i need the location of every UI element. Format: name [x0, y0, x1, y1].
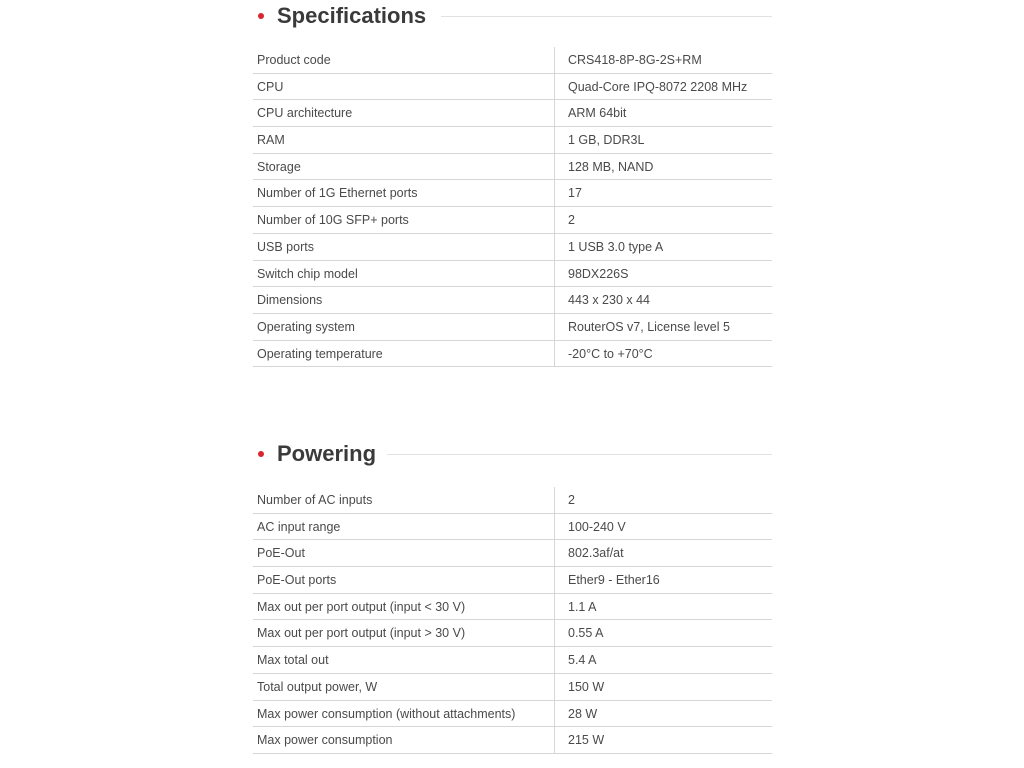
table-row: [253, 647, 772, 674]
spec-value: 28 W: [568, 706, 598, 721]
specifications-table: [253, 47, 772, 367]
spec-label: Storage: [253, 154, 555, 180]
powering-section: [253, 438, 772, 748]
spec-label: PoE-Out: [253, 540, 555, 566]
spec-label: Operating temperature: [253, 341, 555, 367]
spec-value: ARM 64bit: [568, 106, 627, 121]
spec-value: 2: [568, 213, 575, 228]
spec-value: -20°C to +70°C: [568, 346, 653, 361]
table-row: [253, 234, 772, 261]
table-row: [253, 314, 772, 341]
table-row: [253, 594, 772, 621]
table-row: [253, 74, 772, 101]
specifications-header: [253, 0, 772, 32]
spec-value: Quad-Core IPQ-8072 2208 MHz: [568, 79, 748, 94]
table-row: [253, 701, 772, 728]
table-row: [253, 154, 772, 181]
table-row: [253, 47, 772, 74]
spec-label: Max power consumption: [253, 727, 555, 753]
spec-label: Max total out: [253, 647, 555, 673]
spec-label: Product code: [253, 47, 555, 73]
spec-label: Max power consumption (without attachments): [253, 701, 555, 727]
spec-label: Dimensions: [253, 287, 555, 313]
spec-label: Total output power, W: [253, 674, 555, 700]
spec-value: 2: [568, 493, 575, 507]
powering-header: [253, 438, 772, 470]
table-row: [253, 207, 772, 234]
spec-value: 1 GB, DDR3L: [568, 133, 645, 148]
spec-label: CPU architecture: [253, 100, 555, 126]
specifications-section: [253, 0, 772, 361]
spec-label: Switch chip model: [253, 261, 555, 287]
table-row: [253, 727, 772, 754]
table-row: [253, 100, 772, 127]
spec-label: Number of AC inputs: [253, 487, 555, 513]
spec-label: CPU: [253, 74, 555, 100]
table-row: [253, 674, 772, 701]
table-row: [253, 341, 772, 368]
spec-value: 443 x 230 x 44: [568, 293, 651, 308]
spec-label: Number of 10G SFP+ ports: [253, 207, 555, 233]
red-bullet-icon: [258, 451, 264, 457]
red-bullet-icon: [258, 13, 264, 19]
spec-label: Max out per port output (input < 30 V): [253, 594, 555, 620]
table-row: [253, 567, 772, 594]
powering-title: Powering: [277, 441, 377, 466]
spec-value: 128 MB, NAND: [568, 159, 654, 174]
powering-table: [253, 487, 772, 754]
spec-value: 0.55 A: [568, 626, 604, 641]
spec-value: 98DX226S: [568, 266, 629, 281]
table-row: [253, 261, 772, 288]
spec-value: RouterOS v7, License level 5: [568, 319, 730, 334]
spec-label: Max out per port output (input > 30 V): [253, 620, 555, 646]
table-row: [253, 180, 772, 207]
spec-label: RAM: [253, 127, 555, 153]
table-row: [253, 127, 772, 154]
spec-value: 802.3af/at: [568, 546, 624, 561]
spec-value: 215 W: [568, 733, 605, 748]
spec-value: 150 W: [568, 679, 605, 694]
spec-label: PoE-Out ports: [253, 567, 555, 593]
table-row: [253, 514, 772, 541]
spec-value: Ether9 - Ether16: [568, 573, 660, 588]
specifications-title: Specifications: [277, 3, 427, 28]
title-divider: [387, 454, 772, 455]
spec-label: Operating system: [253, 314, 555, 340]
spec-value: 5.4 A: [568, 653, 597, 668]
table-row: [253, 540, 772, 567]
spec-value: 100-240 V: [568, 519, 626, 534]
spec-value: 1.1 A: [568, 599, 597, 614]
spec-label: AC input range: [253, 514, 555, 540]
table-row: [253, 620, 772, 647]
table-row: [253, 287, 772, 314]
spec-value: 1 USB 3.0 type A: [568, 239, 664, 254]
spec-label: Number of 1G Ethernet ports: [253, 180, 555, 206]
title-divider: [441, 16, 772, 17]
spec-value: 17: [568, 186, 582, 201]
spec-value: CRS418-8P-8G-2S+RM: [568, 53, 702, 67]
table-row: [253, 487, 772, 514]
spec-label: USB ports: [253, 234, 555, 260]
